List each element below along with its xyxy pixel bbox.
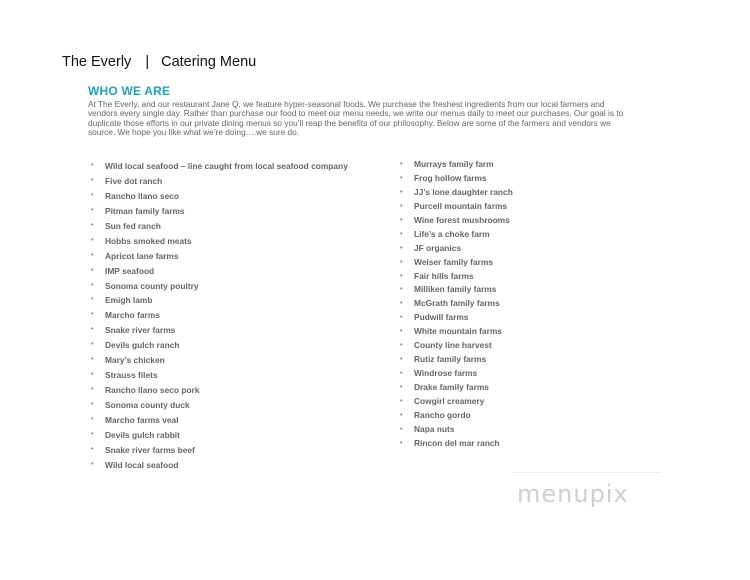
vendor-name: Marcho farms veal: [105, 414, 179, 425]
bullet-icon: •: [91, 236, 94, 244]
bullet-icon: •: [400, 411, 403, 419]
vendor-name: Life’s a choke farm: [414, 228, 490, 239]
vendor-list-item: [91, 308, 348, 323]
vendor-name: Purcell mountain farms: [414, 200, 508, 211]
bullet-icon: •: [91, 281, 94, 289]
vendor-name: Mary’s chicken: [105, 355, 165, 366]
bullet-icon: •: [400, 258, 403, 266]
vendor-list-item: [400, 200, 513, 214]
vendor-name: Cowgirl creamery: [414, 395, 485, 406]
vendor-list-item: [91, 234, 348, 249]
vendor-list-item: [400, 311, 513, 325]
vendor-name: Napa nuts: [414, 423, 455, 434]
vendor-list-item: [400, 158, 513, 172]
vendor-name: Wine forest mushrooms: [414, 214, 510, 225]
bullet-icon: •: [91, 415, 94, 423]
vendor-list-item: [400, 228, 513, 242]
bullet-icon: •: [91, 206, 94, 214]
watermark-divider: [512, 472, 662, 473]
bullet-icon: •: [91, 445, 94, 453]
bullet-icon: •: [91, 221, 94, 229]
vendor-name: Rancho gordo: [414, 409, 471, 420]
bullet-icon: •: [91, 311, 94, 319]
vendor-name: Pudwill farms: [414, 312, 469, 323]
vendor-list-item: [400, 423, 513, 437]
intro-paragraph: At The Everly, and our restaurant Jane Q, we feature hyper-seasonal foods. We purchase the freshest ingredients from our local farmers and vendors every single day. Rather than purchase our food to meet our menu needs, we write our menus daily to meet our purchases. Our goal is to duplicate those efforts in our private dining menus so you’ll reap the benefits of our philosophy. Below are some of the farmers and vendors we source. We hope you like what we’re doing….we sure do.: [88, 99, 624, 138]
bullet-icon: •: [400, 328, 403, 336]
vendor-name: IMP seafood: [105, 265, 155, 276]
bullet-icon: •: [91, 191, 94, 199]
vendor-name: Sonoma county poultry: [105, 280, 199, 291]
vendor-name: Milliken family farms: [414, 284, 497, 295]
vendor-name: Drake family farms: [414, 382, 489, 392]
bullet-icon: •: [91, 176, 94, 184]
left-vendor-list: [91, 159, 348, 473]
vendor-list-item: [91, 443, 348, 458]
vendor-list-item: [400, 186, 513, 200]
vendor-name: Devils gulch ranch: [105, 340, 180, 351]
vendor-list-item: [400, 172, 513, 186]
vendor-name: Sonoma county duck: [105, 400, 190, 410]
page-header: [62, 54, 256, 70]
vendor-list-item: [400, 297, 513, 311]
vendor-list-item: [400, 367, 513, 381]
vendor-list-item: [91, 353, 348, 368]
vendor-name: Wild local seafood: [105, 459, 179, 470]
bullet-icon: •: [91, 386, 94, 394]
vendor-list-item: [91, 279, 348, 294]
vendor-list-item: [91, 368, 348, 383]
restaurant-name: The Everly: [62, 54, 132, 70]
bullet-icon: •: [400, 230, 403, 238]
bullet-icon: •: [400, 425, 403, 433]
vendor-name: Strauss filets: [105, 370, 158, 381]
vendor-name: White mountain farms: [414, 326, 502, 337]
bullet-icon: •: [91, 266, 94, 274]
section-title: WHO WE ARE: [88, 84, 171, 98]
vendor-list-item: [91, 219, 348, 234]
vendor-name: Marcho farms: [105, 310, 160, 321]
vendor-name: Frog hollow farms: [414, 172, 487, 183]
bullet-icon: •: [400, 384, 403, 391]
vendor-name: Rutiz family farms: [414, 354, 487, 365]
bullet-icon: •: [91, 326, 94, 334]
vendor-name: Rancho llano seco pork: [105, 385, 200, 396]
vendor-name: Windrose farms: [414, 368, 478, 379]
vendor-list-item: [91, 323, 348, 338]
bullet-icon: •: [91, 162, 94, 169]
vendor-list-item: [400, 353, 513, 367]
bullet-icon: •: [91, 296, 94, 304]
menupix-watermark-logo: menupix: [517, 480, 629, 508]
bullet-icon: •: [400, 342, 403, 350]
vendor-list-item: [91, 398, 348, 413]
bullet-icon: •: [400, 370, 403, 378]
vendor-list-item: [91, 458, 348, 473]
vendor-name: Sun fed ranch: [105, 220, 161, 231]
vendor-list-item: [91, 189, 348, 204]
bullet-icon: •: [400, 216, 403, 224]
vendor-name: Wild local seafood – line caught from local seafood company: [105, 161, 348, 171]
vendor-name: Murrays family farm: [414, 159, 494, 169]
vendor-name: Hobbs smoked meats: [105, 235, 192, 246]
vendor-list-item: [400, 242, 513, 256]
vendor-list-item: [400, 270, 513, 284]
vendor-list-item: [400, 283, 513, 297]
bullet-icon: •: [91, 341, 94, 349]
bullet-icon: •: [400, 202, 403, 210]
bullet-icon: •: [91, 460, 94, 468]
vendor-name: Rancho llano seco: [105, 190, 179, 201]
vendor-list-item: [91, 204, 348, 219]
vendor-name: JJ’s lone daughter ranch: [414, 186, 513, 197]
vendor-list-item: [91, 159, 348, 174]
vendor-list-item: [400, 381, 513, 395]
bullet-icon: •: [400, 161, 403, 168]
vendor-name: Five dot ranch: [105, 175, 163, 186]
vendor-list-item: [400, 437, 513, 451]
vendor-name: County line harvest: [414, 340, 492, 351]
vendor-list-item: [91, 264, 348, 279]
bullet-icon: •: [91, 401, 94, 408]
vendor-name: Fair hills farms: [414, 270, 474, 281]
right-vendor-list: [400, 158, 513, 451]
bullet-icon: •: [400, 300, 403, 308]
vendor-list-item: [400, 395, 513, 409]
bullet-icon: •: [400, 174, 403, 182]
vendor-name: Emigh lamb: [105, 295, 153, 306]
bullet-icon: •: [400, 286, 403, 294]
bullet-icon: •: [91, 356, 94, 364]
vendor-name: JF organics: [414, 242, 462, 253]
vendor-list-item: [400, 214, 513, 228]
vendor-list-item: [91, 383, 348, 398]
bullet-icon: •: [400, 314, 403, 322]
vendor-list-item: [400, 256, 513, 270]
bullet-icon: •: [91, 371, 94, 379]
vendor-list-item: [91, 293, 348, 308]
vendor-name: Snake river farms beef: [105, 444, 195, 455]
header-separator: |: [145, 54, 150, 70]
vendor-name: Weiser family farms: [414, 256, 493, 267]
vendor-list-item: [91, 413, 348, 428]
vendor-list-item: [400, 325, 513, 339]
bullet-icon: •: [400, 188, 403, 196]
vendor-list-item: [91, 428, 348, 443]
bullet-icon: •: [400, 397, 403, 405]
vendor-name: Devils gulch rabbit: [105, 429, 180, 440]
bullet-icon: •: [400, 356, 403, 364]
bullet-icon: •: [400, 244, 403, 252]
vendor-name: Rincon del mar ranch: [414, 437, 500, 448]
vendor-list-item: [400, 339, 513, 353]
vendor-name: Snake river farms: [105, 325, 176, 336]
vendor-list-item: [400, 409, 513, 423]
bullet-icon: •: [400, 272, 403, 280]
vendor-name: Apricot lane farms: [105, 250, 179, 261]
vendor-list-item: [91, 338, 348, 353]
vendor-name: McGrath family farms: [414, 298, 500, 309]
bullet-icon: •: [91, 251, 94, 259]
bullet-icon: •: [400, 439, 403, 447]
bullet-icon: •: [91, 430, 94, 438]
vendor-list-item: [91, 249, 348, 264]
vendor-name: Pitman family farms: [105, 205, 185, 216]
vendor-list-item: [91, 174, 348, 189]
menu-title: Catering Menu: [161, 54, 257, 70]
